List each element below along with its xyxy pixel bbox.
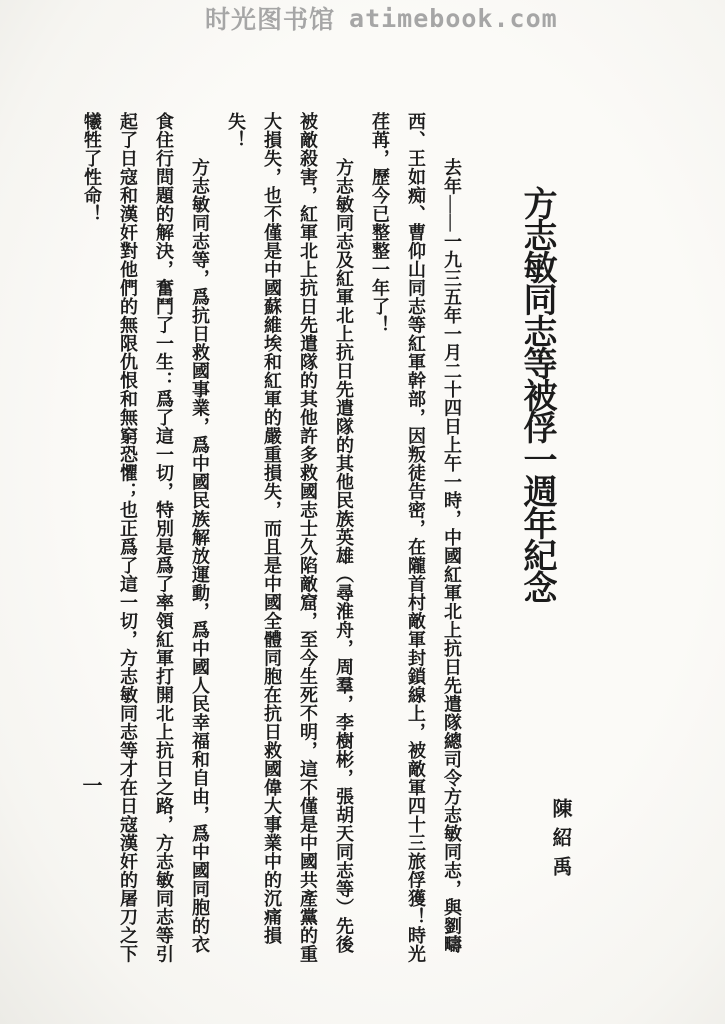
paragraph-1: 去年——一九三五年一月二十四日上午一時，中國紅軍北上抗日先遣隊總司令方志敏同志，與劉疇西、王如痴、曹仰山同志等紅軍幹部，因叛徒告密，在隴首村敵軍封鎖線上，被敵軍四十三旅俘獲！時光荏苒，歷今已整整一年了！	[370, 112, 462, 963]
watermark-site-name: 时光图书馆	[205, 5, 336, 34]
watermark-site-url: atimebook.com	[349, 3, 558, 33]
page-number: 一	[79, 775, 101, 795]
watermark	[205, 0, 558, 36]
article-author: 陳紹禹	[549, 798, 571, 885]
article-title: 方志敏同志等被俘一週年紀念	[518, 186, 555, 602]
article-body	[74, 112, 470, 964]
paragraph-2: 方志敏同志及紅軍北上抗日先遣隊的其他民族英雄（尋淮舟，周羣，李樹彬，張胡天同志等）先後被敵殺害，紅軍北上抗日先遣隊的其他許多救國志士久陷敵窟，至今生死不明，這不僅是中國共產黨的重大損失，也不僅是中國蘇維埃和紅軍的嚴重損失，而且是中國全體同胞在抗日救國偉大事業中的沉痛損失！	[226, 112, 354, 963]
paragraph-3: 方志敏同志等，爲抗日救國事業，爲中國民族解放運動，爲中國人民幸福和自由，爲中國同胞的衣食住行問題的解決，奮鬥了一生：爲了這一切，特別是爲了率領紅軍打開北上抗日之路，方志敏同志等引起了日寇和漢奸對他們的無限仇恨和無窮恐懼；也正爲了這一切，方志敏同志等才在日寇漢奸的屠刀之下犧牲了性命！	[82, 112, 210, 963]
